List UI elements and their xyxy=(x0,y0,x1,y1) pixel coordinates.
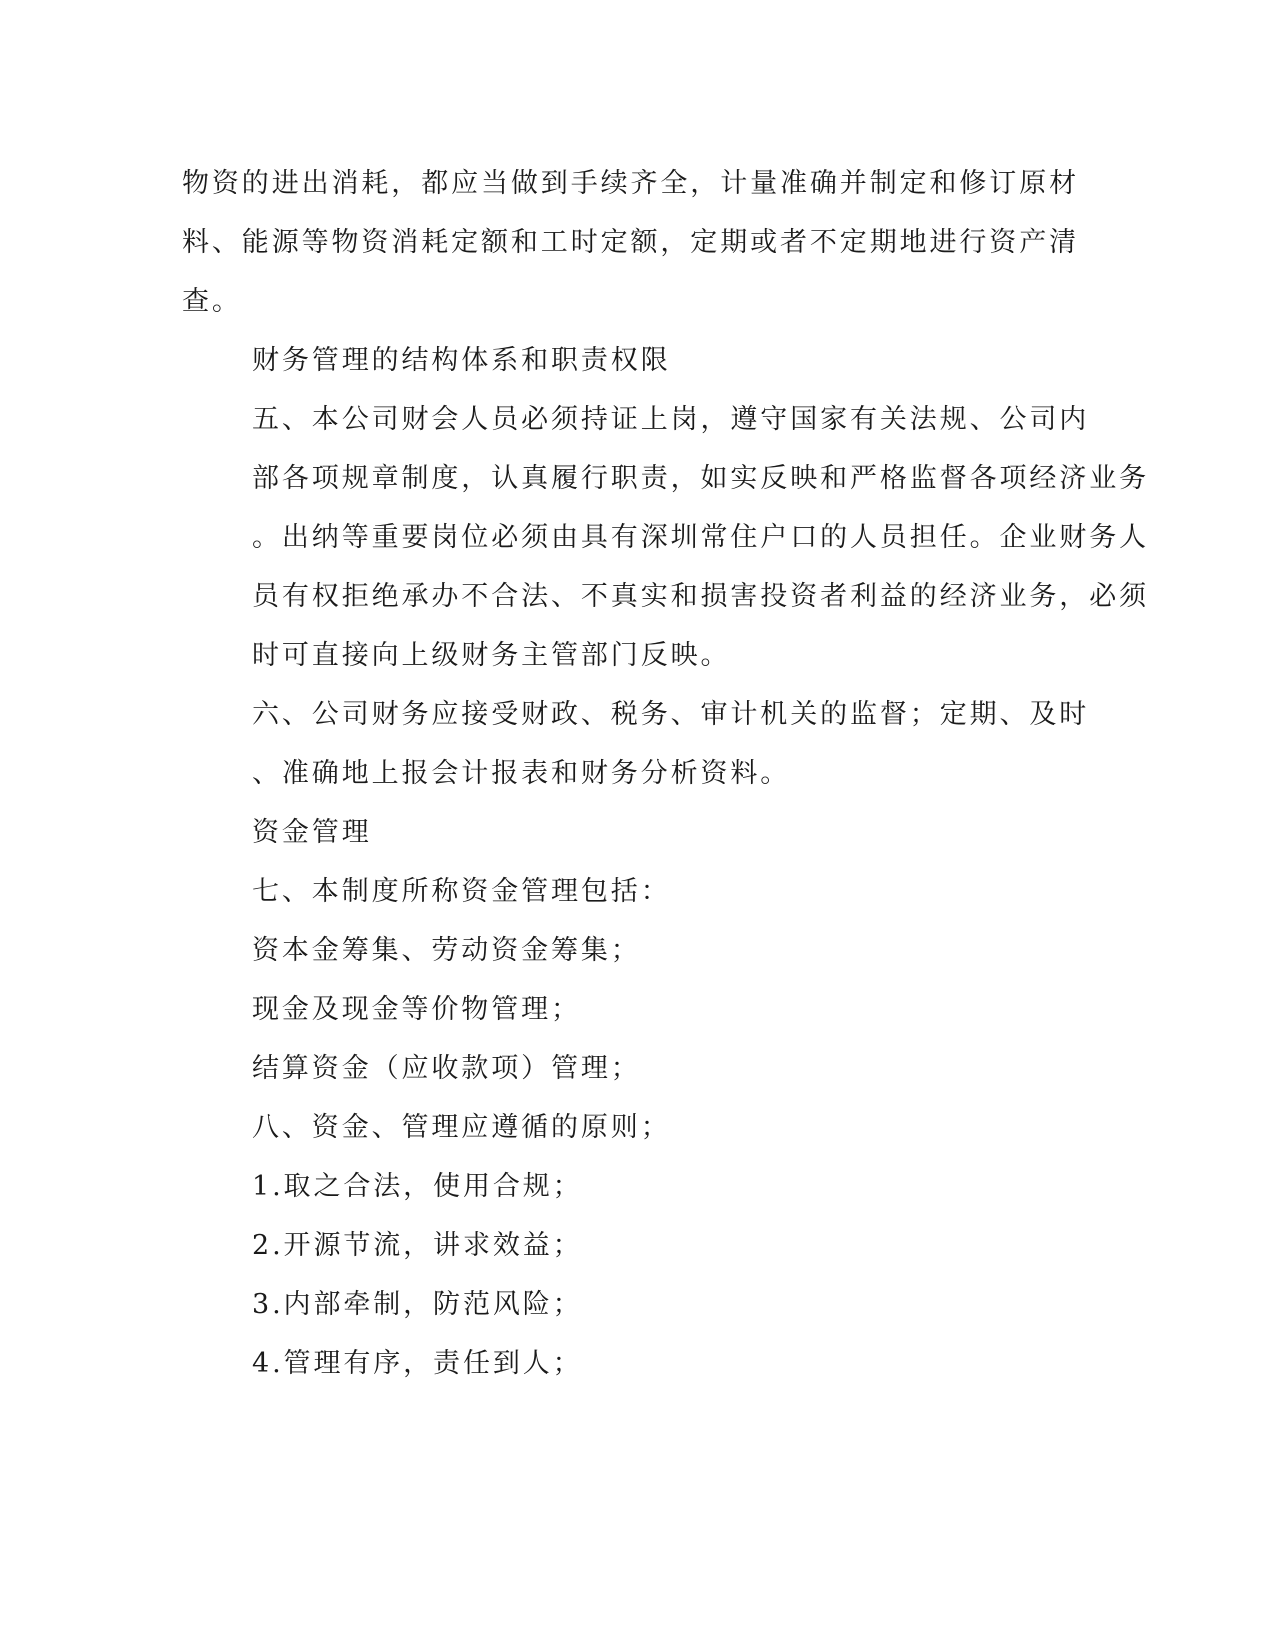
text-line: 财务管理的结构体系和职责权限 xyxy=(252,345,671,376)
document-body xyxy=(182,154,1149,1393)
text-line: 现金及现金等价物管理； xyxy=(252,994,581,1025)
paragraph xyxy=(182,1039,1032,1098)
text-line: 物资的进出消耗，都应当做到手续齐全，计量准确并制定和修订原材 xyxy=(182,168,1079,199)
text-line: 时可直接向上级财务主管部门反映。 xyxy=(252,640,731,671)
paragraph xyxy=(182,1334,1032,1393)
text-line: 4.管理有序，责任到人； xyxy=(252,1348,583,1379)
paragraph xyxy=(182,1216,1032,1275)
paragraph xyxy=(182,803,1032,862)
text-line: 1.取之合法，使用合规； xyxy=(252,1171,583,1202)
text-line: 资本金筹集、劳动资金筹集； xyxy=(252,935,641,966)
text-line: 七、本制度所称资金管理包括： xyxy=(252,876,671,907)
text-line: 部各项规章制度，认真履行职责，如实反映和严格监督各项经济业务 xyxy=(252,463,1149,494)
text-line: 结算资金（应收款项）管理； xyxy=(252,1053,641,1084)
text-line: 2.开源节流，讲求效益； xyxy=(252,1230,583,1261)
text-line: 。出纳等重要岗位必须由具有深圳常住户口的人员担任。企业财务人 xyxy=(252,522,1149,553)
paragraph xyxy=(182,154,1079,331)
paragraph xyxy=(182,980,1032,1039)
text-line: 五、本公司财会人员必须持证上岗，遵守国家有关法规、公司内 xyxy=(252,404,1090,435)
text-line: 料、能源等物资消耗定额和工时定额，定期或者不定期地进行资产清 xyxy=(182,227,1079,258)
text-line: 资金管理 xyxy=(252,817,372,848)
text-line: 员有权拒绝承办不合法、不真实和损害投资者利益的经济业务，必须 xyxy=(252,581,1149,612)
text-line: 六、公司财务应接受财政、税务、审计机关的监督；定期、及时 xyxy=(252,699,1090,730)
paragraph xyxy=(182,862,1032,921)
paragraph xyxy=(182,390,1149,685)
paragraph xyxy=(182,1098,1032,1157)
text-line: 、准确地上报会计报表和财务分析资料。 xyxy=(252,758,791,789)
paragraph xyxy=(182,331,1032,390)
paragraph xyxy=(182,685,1090,803)
paragraph xyxy=(182,1275,1032,1334)
text-line: 查。 xyxy=(182,286,242,317)
paragraph xyxy=(182,921,1032,980)
text-line: 3.内部牵制，防范风险； xyxy=(252,1289,583,1320)
text-line: 八、资金、管理应遵循的原则； xyxy=(252,1112,671,1143)
paragraph xyxy=(182,1157,1032,1216)
